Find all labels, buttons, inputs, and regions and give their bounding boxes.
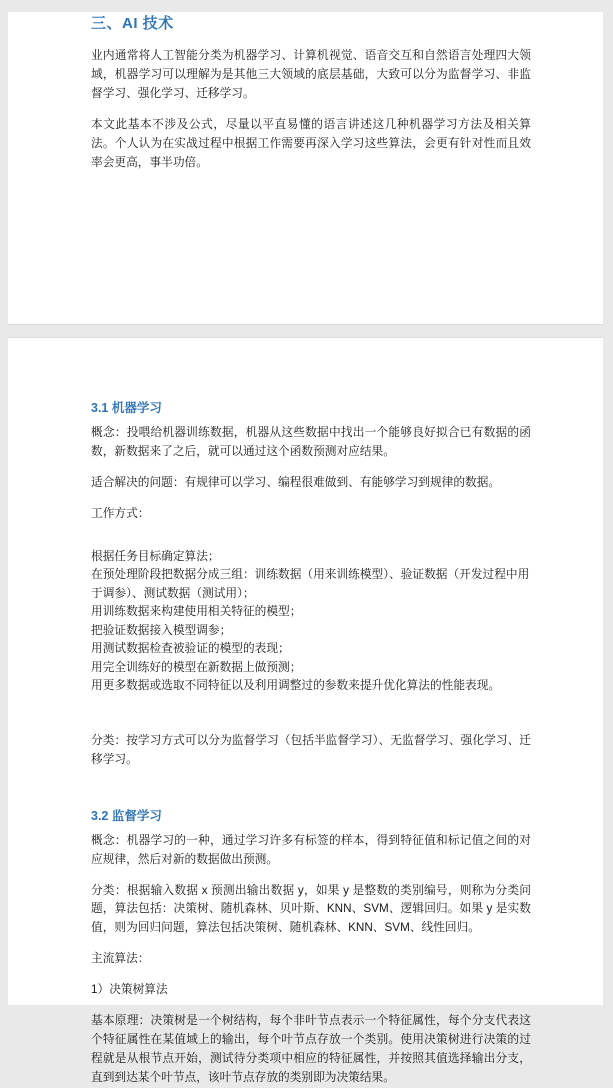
intro-paragraph-2: 本文此基本不涉及公式，尽量以平直易懂的语言讲述这几种机器学习方法及相关算法。个人认为在实战过程中根据工作需要再深入学习这些算法，会更有针对性而且效率会更高，事半功倍。 [91, 117, 531, 169]
supervised-main-algorithms-label: 主流算法： [91, 952, 150, 966]
list-item: 用更多数据或选取不同特征以及利用调整过的参数来提升优化算法的性能表现。 [91, 679, 501, 693]
supervised-classification: 分类：根据输入数据 x 预测出输出数据 y，如果 y 是整数的类别编号，则称为分类问题，算法包括：决策树、随机森林、贝叶斯、KNN、SVM、逻辑回归。如果 y 是实数值，则为回归问题，算法包括决策树、随机森林、KNN、SVM、线性回归。 [91, 883, 531, 935]
list-item: 用完全训练好的模型在新数据上做预测； [91, 660, 302, 674]
list-item: 用测试数据检查被验证的模型的表现； [91, 642, 290, 656]
supervised-concept: 概念：机器学习的一种，通过学习许多有标签的样本，得到特征值和标记值之间的对应规律，然后对新的数据做出预测。 [91, 833, 531, 866]
heading-3-2-supervised-learning: 3.2 监督学习 [91, 808, 162, 823]
page-1-content [8, 12, 603, 173]
ml-suitable-problems: 适合解决的问题：有规律可以学习、编程很难做到、有能够学习到规律的数据。 [91, 475, 501, 489]
algorithm-1-title: 1）决策树算法 [91, 983, 168, 997]
page-2-content [8, 398, 603, 1088]
ml-concept: 概念：投喂给机器训练数据，机器从这些数据中找出一个能够良好拟合已有数据的函数，新数据来了之后，就可以通过这个函数预测对应结果。 [91, 426, 531, 458]
list-item: 根据任务目标确定算法； [91, 549, 220, 563]
ml-workflow-spacer [91, 536, 531, 548]
heading-3-1-machine-learning: 3.1 机器学习 [91, 401, 162, 415]
ml-classification: 分类：按学习方式可以分为监督学习（包括半监督学习）、无监督学习、强化学习、迁移学习。 [91, 733, 531, 766]
ml-workflow-label: 工作方式： [91, 506, 150, 520]
ml-workflow-list [91, 548, 531, 696]
intro-paragraph-1: 业内通常将人工智能分类为机器学习、计算机视觉、语音交互和自然语言处理四大领域，机器学习可以理解为是其他三大领域的底层基础，大致可以分为监督学习、非监督学习、强化学习、迁移学习。 [91, 49, 531, 100]
algorithm-1-body: 基本原理：决策树是一个树结构，每个非叶节点表示一个特征属性，每个分支代表这个特征属性在某值域上的输出，每个叶节点存放一个类别。使用决策树进行决策的过程就是从根节点开始，测试待分类项中相应的特征属性，并按照其值选择输出分支，直到到达某个叶节点，该叶节点存放的类别即为决策结果。 [91, 1014, 531, 1085]
page-separator [0, 325, 613, 337]
page-2-top-margin [8, 338, 603, 398]
document-page-1 [8, 12, 603, 325]
list-item: 在预处理阶段把数据分成三组：训练数据（用来训练模型）、验证数据（开发过程中用于调参）、测试数据（测试用）； [91, 568, 530, 600]
page-title: 三、AI 技术 [91, 15, 174, 32]
section-3-2-spacer [91, 782, 531, 806]
list-item: 把验证数据接入模型调参； [91, 623, 232, 637]
ml-classification-spacer [91, 708, 531, 732]
list-item: 用训练数据来构建使用相关特征的模型； [91, 605, 302, 619]
document-page-2 [8, 337, 603, 1085]
